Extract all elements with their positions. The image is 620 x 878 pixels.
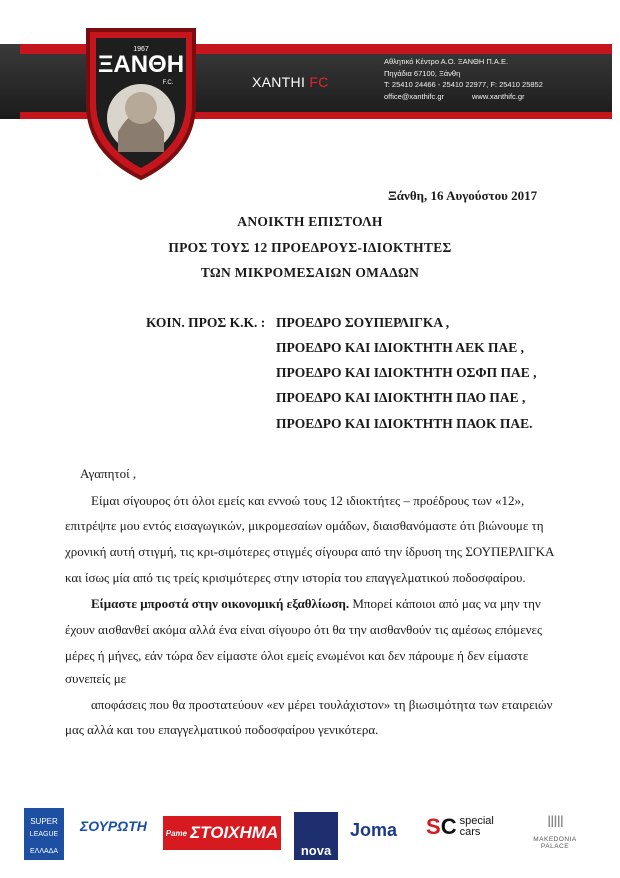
sc-mark-right: C bbox=[440, 814, 457, 839]
joma-logo: Joma bbox=[350, 820, 398, 840]
contact-web-row bbox=[384, 91, 543, 103]
superleague-logo bbox=[22, 806, 66, 862]
greeting: Αγαπητοί , bbox=[80, 466, 137, 481]
phone-line: T: 25410 24466 - 25410 22977, F: 25410 25852 bbox=[384, 80, 543, 89]
makedonia-palace-text: MAKEDONIA PALACE bbox=[533, 836, 577, 850]
stoixima-word: ΣΤΟΙΧΗΜΑ bbox=[190, 823, 279, 842]
cc-recipient-3: ΠΡΟΕΔΡΟ ΚΑΙ ΙΔΙΟΚΤΗΤΗ ΟΣΦΠ ΠΑΕ , bbox=[276, 365, 537, 380]
para3-line-2: μας αλλά και του επαγγελματικού ποδοσφαίρου γενικότερα. bbox=[65, 722, 379, 737]
sc-word-1: special bbox=[459, 815, 494, 827]
para1-line-1: Είμαι σίγουρος ότι όλοι εμείς και εννοώ τους 12 ιδιοκτήτες – προέδρους των «12», bbox=[91, 493, 525, 508]
title-line-1: ΑΝΟΙΚΤΗ ΕΠΙΣΤΟΛΗ bbox=[237, 214, 383, 229]
para1-line-2: επιτρέψτε μου εντός εισαγωγικών, μικρομεσαίων ομάδων, διαισθανόμαστε ότι βιώνουμε τη bbox=[65, 518, 544, 533]
brand-name bbox=[252, 74, 329, 90]
crest-name: ΞΑΝΘΗ bbox=[97, 51, 185, 78]
cc-recipient-2: ΠΡΟΕΔΡΟ ΚΑΙ ΙΔΙΟΚΤΗΤΗ ΑΕΚ ΠΑΕ , bbox=[276, 340, 524, 355]
para2-line-4: συνεπείς με bbox=[65, 671, 127, 686]
xanthi-crest-logo bbox=[78, 22, 204, 182]
para1-line-4: και ίσως μία από τις τρείς κρισιμότερες στην ιστορία του επαγγελματικού ποδοσφαίρου. bbox=[65, 570, 526, 585]
para2-first-rest: Μπορεί κάποιοι από μας να μην την bbox=[349, 596, 541, 611]
para2-bold-sentence: Είμαστε μπροστά στην οικονομική εξαθλίωση. bbox=[91, 596, 350, 611]
sc-mark-left: S bbox=[426, 814, 441, 839]
crest-year: 1967 bbox=[133, 46, 149, 53]
crest-suffix: F.C. bbox=[162, 80, 174, 86]
sc-word-2: cars bbox=[459, 826, 481, 838]
souroti-logo: ΣΟΥΡΩΤΗ bbox=[80, 818, 147, 834]
superleague-bot: ΕΛΛΑΔΑ bbox=[29, 848, 59, 855]
cc-recipient-1: ΠΡΟΕΔΡΟ ΣΟΥΠΕΡΛΙΓΚΑ , bbox=[276, 315, 450, 330]
brand-suffix: FC bbox=[309, 74, 329, 90]
sc-words bbox=[460, 816, 494, 838]
title-line-2: ΠΡΟΣ ΤΟΥΣ 12 ΠΡΟΕΔΡΟΥΣ-ΙΔΙΟΚΤΗΤΕΣ bbox=[168, 240, 452, 255]
stoixima-small: Pame bbox=[165, 828, 188, 838]
contact-info bbox=[384, 56, 543, 102]
para2-line-2: έχουν αισθανθεί ακόμα αλλά ένα είναι σίγουρο ότι θα την αισθανθούν τις αμέσως επόμενες bbox=[65, 622, 543, 637]
makedonia-palace-icon: ǀǀǀǀǀ bbox=[547, 814, 563, 831]
brand-prefix: XANTHI bbox=[252, 74, 306, 90]
website-link[interactable]: www.xanthifc.gr bbox=[472, 91, 525, 101]
para2-line-1 bbox=[91, 596, 541, 612]
para2-line-3: μέρες ή μήνες, εάν τώρα δεν είμαστε όλοι εμείς ενωμένοι και δεν πάρουμε ή δεν είμαστε bbox=[65, 648, 529, 663]
cc-recipient-5: ΠΡΟΕΔΡΟ ΚΑΙ ΙΔΙΟΚΤΗΤΗ ΠΑΟΚ ΠΑΕ. bbox=[276, 416, 533, 431]
nova-logo: nova bbox=[294, 812, 338, 860]
address-line-2: Πηγάδια 67100, Ξάνθη bbox=[384, 68, 461, 78]
email-link[interactable]: office@xanthifc.gr bbox=[384, 91, 445, 101]
sc-mark bbox=[426, 814, 457, 840]
stoixima-logo bbox=[163, 816, 281, 850]
title-line-3: ΤΩΝ ΜΙΚΡΟΜΕΣΑΙΩΝ ΟΜΑΔΩΝ bbox=[200, 265, 420, 280]
sponsor-bar bbox=[0, 800, 620, 870]
superleague-mid: LEAGUE bbox=[29, 831, 59, 838]
para1-line-3: χρονική αυτή στιγμή, τις κρι-σιμότερες στιγμές σίγουρα από την ίδρυση της ΣΟΥΠΕΡΛΙΓΚΑ bbox=[65, 544, 555, 559]
letter-date: Ξάνθη, 16 Αυγούστου 2017 bbox=[388, 188, 538, 203]
para3-line-1: αποφάσεις που θα προστατεύουν «εν μέρει τουλάχιστον» τη βιωσιμότητα των εταιρειών bbox=[91, 697, 553, 712]
makedonia-palace-logo bbox=[520, 814, 590, 850]
superleague-top: SUPER bbox=[30, 817, 58, 826]
cc-recipient-4: ΠΡΟΕΔΡΟ ΚΑΙ ΙΔΙΟΚΤΗΤΗ ΠΑΟ ΠΑΕ , bbox=[276, 390, 526, 405]
cc-label: ΚΟΙΝ. ΠΡΟΣ Κ.Κ. : bbox=[146, 315, 266, 330]
address-line-1: Αθλητικό Κέντρο Α.Ο. ΞΑΝΘΗ Π.Α.Ε. bbox=[384, 57, 509, 66]
special-cars-logo bbox=[426, 814, 494, 840]
